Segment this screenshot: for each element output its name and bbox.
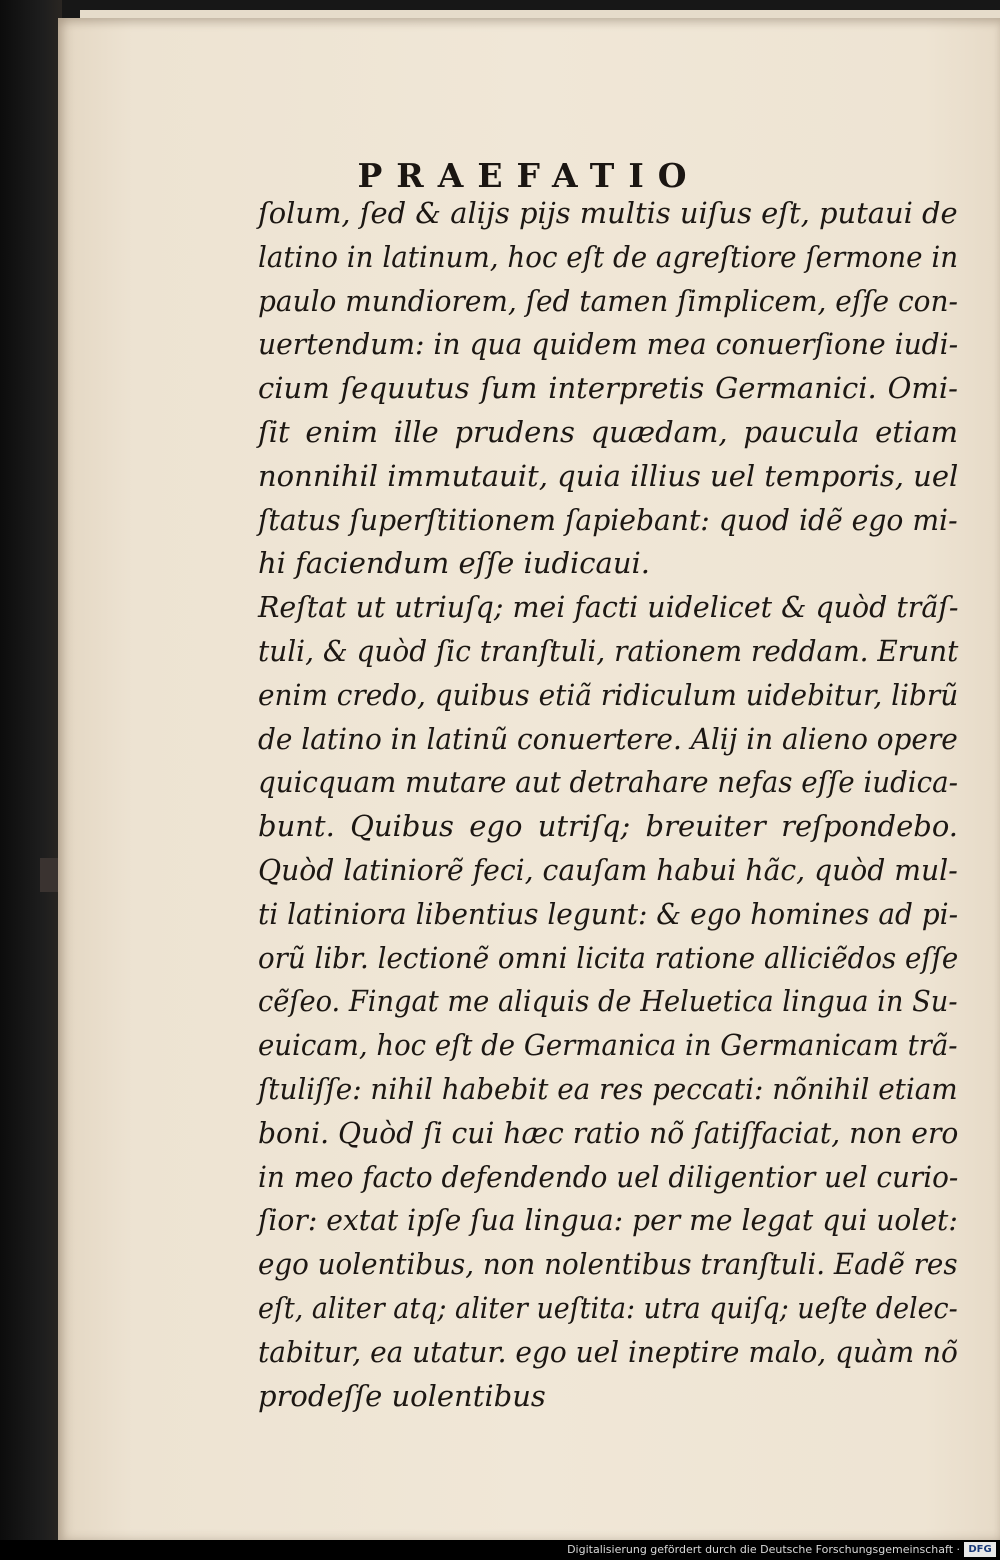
text-line: ego uolentibus, non nolentibus tranſtuli. Eadẽ res	[258, 1247, 958, 1282]
text-line: prodeſſe uolentibus	[258, 1378, 546, 1413]
text-line: uertendum: in qua quidem mea conuerſione iudi-	[258, 327, 959, 362]
text-line: quicquam mutare aut detrahare nefas eſſe iudica-	[258, 765, 959, 800]
text-line: in meo facto defendendo uel diligentior uel curio-	[258, 1159, 959, 1194]
text-line: Quòd latiniorẽ feci, cauſam habui hãc, quòd mul-	[258, 852, 958, 887]
text-line: bunt. Quibus ego utriſq; breuiter reſpondebo.	[258, 809, 958, 844]
text-line: tabitur, ea utatur. ego uel ineptire malo, quàm nõ	[258, 1334, 958, 1369]
running-head: PRAEFATIO	[357, 156, 701, 195]
text-line: nonnihil immutauit, quia illius uel temporis, uel	[258, 458, 959, 493]
text-line: cẽſeo. Fingat me aliquis de Heluetica lingua in Su-	[258, 984, 958, 1019]
text-line: ti latiniora libentius legunt: & ego homines ad pi-	[258, 896, 959, 931]
text-line: ſtuliſſe: nihil habebit ea res peccati: nõnihil etiam	[258, 1071, 958, 1106]
text-line: tuli, & quòd ſic tranſtuli, rationem reddam. Erunt	[258, 633, 959, 668]
text-line: paulo mundiorem, ſed tamen ſimplicem, eſſe con-	[258, 283, 958, 318]
text-line: ſior: extat ipſe ſua lingua: per me legat qui uolet:	[258, 1203, 958, 1238]
text-line: boni. Quòd ſi cui hæc ratio nõ ſatiſfaciat, non ero	[258, 1115, 959, 1150]
funding-credit: Digitalisierung gefördert durch die Deutsche Forschungsgemeinschaft ·	[567, 1543, 960, 1556]
text-line: euicam, hoc eſt de Germanica in Germanicam trã-	[258, 1028, 958, 1063]
book-binding-edge	[0, 0, 62, 1540]
dfg-logo-icon: DFG	[964, 1542, 996, 1557]
text-line: ſit enim ille prudens quædam, paucula etiam	[258, 414, 958, 449]
text-line: enim credo, quibus etiã ridiculum uidebitur, librũ	[258, 677, 959, 712]
text-line: de latino in latinũ conuertere. Alij in alieno opere	[258, 721, 958, 756]
text-line: Reſtat ut utriuſq; mei facti uidelicet & quòd trãſ-	[258, 590, 959, 625]
text-line: hi faciendum eſſe iudicaui.	[258, 546, 651, 581]
text-line: eſt, aliter atq; aliter ueſtita: utra quiſq; ueſte delec-	[258, 1290, 958, 1325]
text-line: ſtatus ſuperſtitionem ſapiebant: quod idẽ ego mi-	[258, 502, 958, 537]
text-line: latino in latinum, hoc eſt de agreſtiore ſermone in	[258, 239, 959, 274]
text-line: ſolum, ſed & alijs pijs multis uiſus eſt, putaui de	[258, 196, 958, 230]
text-line: cium ſequutus ſum interpretis Germanici. Omi-	[258, 371, 958, 406]
text-line: orũ libr. lectionẽ omni licita ratione alliciẽdos eſſe	[258, 940, 959, 975]
body-text	[258, 192, 958, 1418]
